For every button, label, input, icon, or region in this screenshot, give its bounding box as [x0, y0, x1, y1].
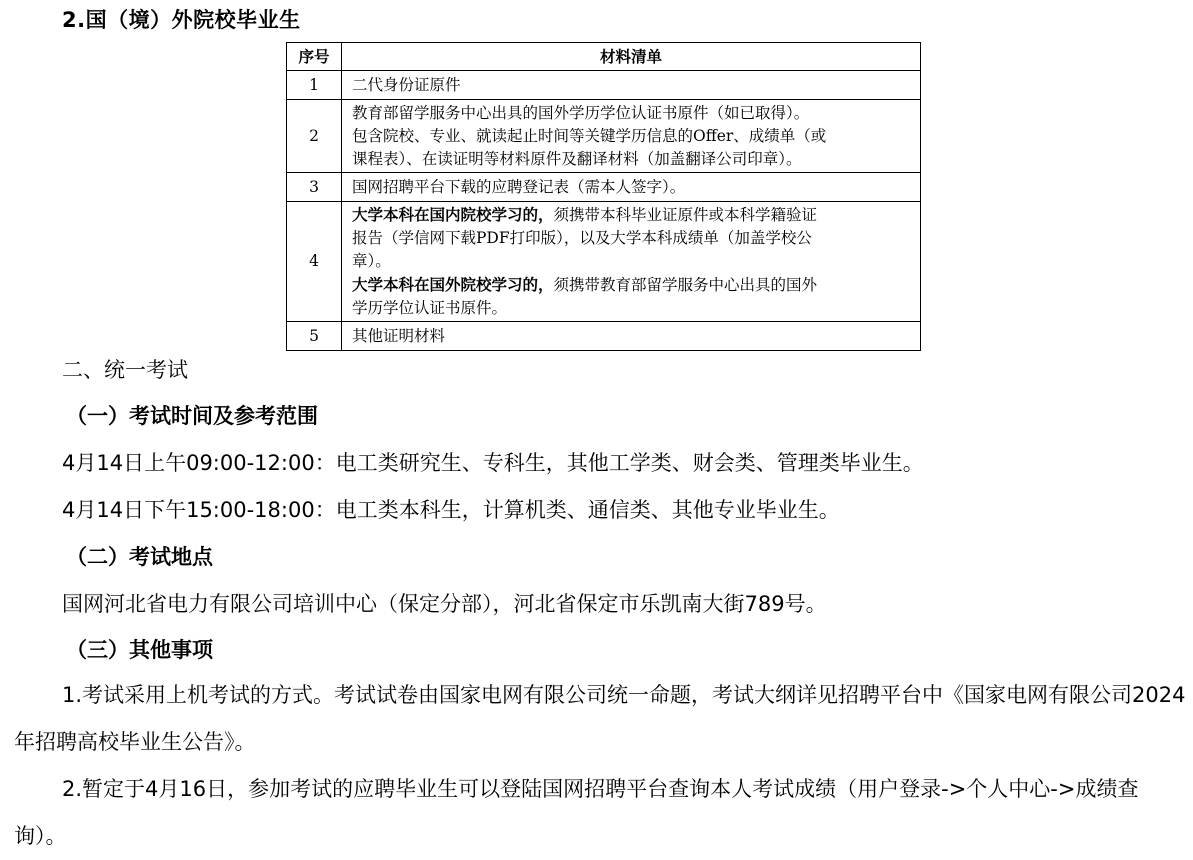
other-item-2: 2.暂定于4月16日，参加考试的应聘毕业生可以登陆国网招聘平台查询本人考试成绩（用户登录->个人中心->成绩查询）。 — [14, 777, 1139, 848]
header-no: 序号 — [287, 43, 342, 71]
materials-table — [286, 42, 921, 351]
row-line: 章）。 — [352, 252, 391, 270]
row-line: 报告（学信网下载PDF打印版），以及大学本科成绩单（加盖学校公 — [352, 229, 812, 247]
part2-title: 二、统一考试 — [62, 358, 188, 382]
row-text: 须携带教育部留学服务中心出具的国外 — [553, 276, 818, 294]
row-line: 包含院校、专业、就读起止时间等关键学历信息的Offer、成绩单（或 — [352, 126, 827, 145]
table-row — [287, 202, 921, 322]
row-text: 须携带本科毕业证原件或本科学籍验证 — [553, 206, 818, 224]
row-no: 1 — [287, 71, 342, 100]
exam-place-text: 国网河北省电力有限公司培训中心（保定分部），河北省保定市乐凯南大街789号。 — [62, 592, 827, 616]
table-row — [287, 322, 921, 351]
table-row — [287, 71, 921, 100]
row-line: 学历学位认证书原件。 — [352, 299, 508, 317]
row-no: 5 — [287, 322, 342, 351]
row-no: 3 — [287, 173, 342, 202]
table-row — [287, 100, 921, 173]
row-desc — [342, 71, 921, 100]
exam-time-pm: 4月14日下午15:00-18:00：电工类本科生，计算机类、通信类、其他专业毕业生。 — [62, 498, 840, 522]
row-no: 2 — [287, 100, 342, 173]
row-line — [352, 273, 910, 297]
row-desc — [342, 173, 921, 202]
row-line: 二代身份证原件 — [352, 75, 461, 94]
row-line: 课程表）、在读证明等材料原件及翻译材料（加盖翻译公司印章）。 — [352, 149, 802, 168]
section-heading: 2.国（境）外院校毕业生 — [62, 8, 301, 32]
row-desc — [342, 322, 921, 351]
row-no: 4 — [287, 202, 342, 322]
exam-place-heading: （二）考试地点 — [66, 545, 213, 569]
row-bold-text: 大学本科在国外院校学习的， — [352, 275, 554, 294]
row-line — [352, 203, 910, 227]
row-desc — [342, 100, 921, 173]
row-line: 国网招聘平台下载的应聘登记表（需本人签字）。 — [352, 177, 686, 196]
row-line: 其他证明材料 — [352, 326, 446, 345]
other-heading: （三）其他事项 — [66, 638, 213, 662]
exam-time-am: 4月14日上午09:00-12:00：电工类研究生、专科生，其他工学类、财会类、管理类毕业生。 — [62, 451, 924, 475]
row-bold-text: 大学本科在国内院校学习的， — [352, 205, 554, 224]
header-title: 材料清单 — [342, 43, 921, 71]
row-line: 教育部留学服务中心出具的国外学历学位认证书原件（如已取得）。 — [352, 103, 810, 122]
table-row — [287, 173, 921, 202]
row-desc — [342, 202, 921, 322]
table-header-row — [287, 43, 921, 71]
exam-time-heading: （一）考试时间及参考范围 — [66, 404, 318, 428]
other-item-1: 1.考试采用上机考试的方式。考试试卷由国家电网有限公司统一命题，考试大纲详见招聘平台中《国家电网有限公司2024年招聘高校毕业生公告》。 — [14, 683, 1186, 754]
